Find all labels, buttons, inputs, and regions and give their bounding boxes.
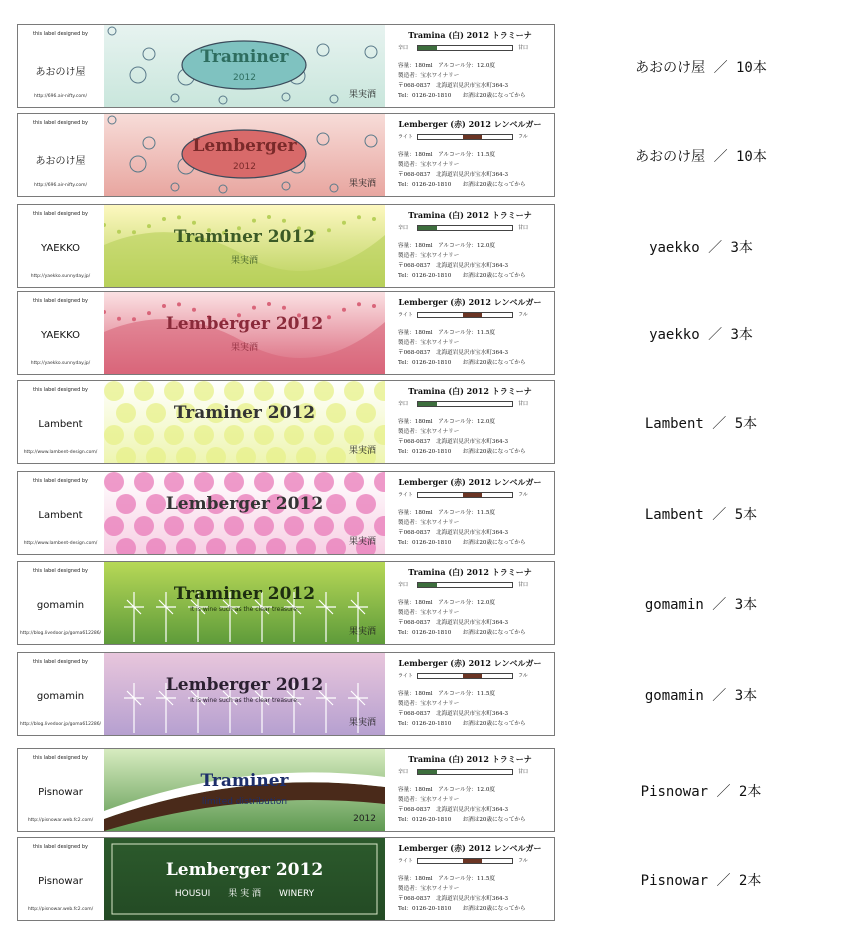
label-artwork <box>104 749 385 831</box>
designer-caption: this label designed by <box>33 659 88 665</box>
scale-bar <box>417 858 513 864</box>
scale-right-label: 甘口 <box>518 45 529 51</box>
designer-logo: gomamin <box>36 691 85 702</box>
art-badge: 果実酒 <box>348 537 376 547</box>
scale-left-label: 辛口 <box>398 582 409 588</box>
wine-title: Lemberger (赤) 2012 レンベルガー <box>398 843 542 853</box>
quantity-label: gomamin ／ 3本 <box>644 688 758 704</box>
wine-tel: Tel：0126-20-1810 お酒は20歳になってから <box>398 906 526 912</box>
wine-address: 〒068-0837 北海道岩見沢市宝水町364-3 <box>398 439 509 445</box>
wine-maker: 製造者：宝水ワイナリー <box>398 520 460 526</box>
wine-label <box>17 113 555 197</box>
designer-url[interactable]: http://696.air-nifty.com/ <box>34 94 87 99</box>
art-title: Lemberger 2012 <box>165 314 324 334</box>
wine-address: 〒068-0837 北海道岩見沢市宝水町364-3 <box>398 350 509 356</box>
scale-bar <box>417 673 513 679</box>
wine-address: 〒068-0837 北海道岩見沢市宝水町364-3 <box>398 172 509 178</box>
taste-scale <box>398 224 548 233</box>
designer-logo: あおのけ屋 <box>35 156 86 167</box>
scale-right-label: フル <box>518 134 528 140</box>
designer-panel <box>18 749 103 831</box>
art-badge <box>373 366 379 368</box>
taste-scale <box>398 44 548 53</box>
quantity-label: gomamin ／ 3本 <box>644 597 758 613</box>
wine-info <box>386 562 554 644</box>
quantity-label: yaekko ／ 3本 <box>649 240 753 256</box>
scale-fill <box>463 674 482 678</box>
designer-url[interactable]: http://www.lambent-design.com/ <box>23 450 98 455</box>
wine-label <box>17 24 555 108</box>
wine-maker: 製造者：宝水ワイナリー <box>398 797 460 803</box>
wine-spec: 容量：180ml アルコール分：12.0度 <box>398 243 496 249</box>
art-subtitle: 2012 <box>233 162 256 172</box>
wine-label <box>17 561 555 645</box>
wine-label <box>17 748 555 832</box>
wine-maker: 製造者：宝水ワイナリー <box>398 73 460 79</box>
wine-address: 〒068-0837 北海道岩見沢市宝水町364-3 <box>398 620 509 626</box>
taste-scale <box>398 491 548 500</box>
designer-logo: Pisnowar <box>38 787 83 798</box>
taste-scale <box>398 672 548 681</box>
designer-url[interactable]: http://yaekko.sunnyday.jp/ <box>30 361 91 366</box>
quantity-label: あおのけ屋 ／ 10本 <box>635 60 767 76</box>
wine-info <box>386 749 554 831</box>
designer-logo: Lambent <box>38 419 83 430</box>
wine-label <box>17 652 555 736</box>
wine-tel: Tel：0126-20-1810 お酒は20歳になってから <box>398 273 526 279</box>
designer-panel <box>18 292 103 374</box>
wine-title: Tramina (白) 2012 トラミーナ <box>408 386 532 396</box>
art-badge: 果実酒 <box>348 90 376 100</box>
scale-right-label: フル <box>518 673 528 679</box>
designer-panel <box>18 653 103 735</box>
art-subtitle: 2012 <box>233 73 256 83</box>
scale-bar <box>417 312 513 318</box>
art-title: Traminer 2012 <box>173 584 316 604</box>
scale-left-label: ライト <box>398 858 413 864</box>
art-badge <box>373 912 379 914</box>
wine-info <box>386 381 554 463</box>
wine-maker: 製造者：宝水ワイナリー <box>398 429 460 435</box>
scale-right-label: フル <box>518 858 528 864</box>
taste-scale <box>398 311 548 320</box>
art-title: Lemberger 2012 <box>165 675 324 695</box>
designer-logo: Lambent <box>38 510 83 521</box>
scale-fill <box>418 770 437 774</box>
wine-spec: 容量：180ml アルコール分：11.5度 <box>398 876 496 882</box>
label-artwork <box>104 381 385 463</box>
art-title: Traminer <box>200 47 289 67</box>
designer-caption: this label designed by <box>33 387 88 393</box>
wine-label <box>17 204 555 288</box>
designer-logo: YAEKKO <box>41 330 80 341</box>
art-subtitle: 果実酒 <box>230 256 258 266</box>
designer-caption: this label designed by <box>33 298 88 304</box>
designer-url[interactable]: http://blog.livedoor.jp/goma612286/ <box>19 722 102 727</box>
designer-logo: Pisnowar <box>38 876 83 887</box>
wine-label <box>17 837 555 921</box>
scale-left-label: ライト <box>398 312 413 318</box>
designer-logo: あおのけ屋 <box>35 67 86 78</box>
taste-scale <box>398 133 548 142</box>
taste-scale <box>398 857 548 866</box>
designer-url[interactable]: http://blog.livedoor.jp/goma612286/ <box>19 631 102 636</box>
wine-spec: 容量：180ml アルコール分：11.5度 <box>398 330 496 336</box>
scale-left-label: ライト <box>398 134 413 140</box>
art-badge: 2012 <box>353 814 376 824</box>
wine-info <box>386 205 554 287</box>
wine-spec: 容量：180ml アルコール分：11.5度 <box>398 691 496 697</box>
designer-caption: this label designed by <box>33 211 88 217</box>
art-title: Traminer 2012 <box>173 227 316 247</box>
wine-maker: 製造者：宝水ワイナリー <box>398 162 460 168</box>
wine-spec: 容量：180ml アルコール分：12.0度 <box>398 787 496 793</box>
art-badge: 果実酒 <box>348 446 376 456</box>
scale-left-label: 辛口 <box>398 401 409 407</box>
designer-panel <box>18 25 103 107</box>
art-subtitle: limited distribution <box>201 797 288 807</box>
designer-url[interactable]: http://yaekko.sunnyday.jp/ <box>30 274 91 279</box>
art-subtitle: It is wine such as the clear treasure. <box>190 606 299 613</box>
designer-caption: this label designed by <box>33 568 88 574</box>
scale-right-label: 甘口 <box>518 225 529 231</box>
wine-maker: 製造者：宝水ワイナリー <box>398 340 460 346</box>
art-subtitle: 果実酒 <box>230 343 258 353</box>
wine-tel: Tel：0126-20-1810 お酒は20歳になってから <box>398 540 526 546</box>
wine-title: Tramina (白) 2012 トラミーナ <box>408 30 532 40</box>
scale-bar <box>417 134 513 140</box>
wine-maker: 製造者：宝水ワイナリー <box>398 253 460 259</box>
wine-label <box>17 291 555 375</box>
scale-fill <box>463 313 482 317</box>
wine-address: 〒068-0837 北海道岩見沢市宝水町364-3 <box>398 711 509 717</box>
scale-right-label: 甘口 <box>518 582 529 588</box>
wine-address: 〒068-0837 北海道岩見沢市宝水町364-3 <box>398 896 509 902</box>
designer-panel <box>18 562 103 644</box>
wine-address: 〒068-0837 北海道岩見沢市宝水町364-3 <box>398 83 509 89</box>
wine-tel: Tel：0126-20-1810 お酒は20歳になってから <box>398 360 526 366</box>
wine-spec: 容量：180ml アルコール分：11.5度 <box>398 152 496 158</box>
art-title: Lemberger 2012 <box>165 494 324 514</box>
wine-info <box>386 838 554 920</box>
wine-address: 〒068-0837 北海道岩見沢市宝水町364-3 <box>398 807 509 813</box>
wine-label <box>17 471 555 555</box>
art-title: Traminer 2012 <box>173 403 316 423</box>
wine-spec: 容量：180ml アルコール分：11.5度 <box>398 510 496 516</box>
label-artwork <box>104 653 385 735</box>
art-title: Traminer <box>200 771 289 791</box>
wine-info <box>386 114 554 196</box>
scale-left-label: 辛口 <box>398 45 409 51</box>
label-artwork <box>104 472 385 554</box>
designer-caption: this label designed by <box>33 844 88 850</box>
scale-fill <box>418 402 437 406</box>
designer-url[interactable]: http://696.air-nifty.com/ <box>34 183 87 188</box>
wine-tel: Tel：0126-20-1810 お酒は20歳になってから <box>398 182 526 188</box>
scale-right-label: フル <box>518 492 528 498</box>
scale-left-label: ライト <box>398 673 413 679</box>
wine-address: 〒068-0837 北海道岩見沢市宝水町364-3 <box>398 530 509 536</box>
designer-logo: YAEKKO <box>41 243 80 254</box>
quantity-label: Pisnowar ／ 2本 <box>640 784 762 800</box>
designer-caption: this label designed by <box>33 478 88 484</box>
wine-info <box>386 25 554 107</box>
scale-fill <box>418 46 437 50</box>
wine-tel: Tel：0126-20-1810 お酒は20歳になってから <box>398 721 526 727</box>
scale-bar <box>417 492 513 498</box>
wine-title: Lemberger (赤) 2012 レンベルガー <box>398 119 542 129</box>
wine-address: 〒068-0837 北海道岩見沢市宝水町364-3 <box>398 263 509 269</box>
art-title: Lemberger 2012 <box>165 860 324 880</box>
scale-right-label: 甘口 <box>518 769 529 775</box>
designer-caption: this label designed by <box>33 120 88 126</box>
designer-caption: this label designed by <box>33 755 88 761</box>
label-artwork <box>104 114 385 196</box>
taste-scale <box>398 581 548 590</box>
quantity-label: Lambent ／ 5本 <box>644 507 758 523</box>
label-artwork <box>104 292 385 374</box>
scale-fill <box>463 859 482 863</box>
scale-right-label: フル <box>518 312 528 318</box>
taste-scale <box>398 400 548 409</box>
designer-panel <box>18 114 103 196</box>
wine-title: Lemberger (赤) 2012 レンベルガー <box>398 658 542 668</box>
designer-url[interactable]: http://www.lambent-design.com/ <box>23 541 98 546</box>
wine-spec: 容量：180ml アルコール分：12.0度 <box>398 419 496 425</box>
quantity-label: あおのけ屋 ／ 10本 <box>635 149 767 165</box>
wine-label <box>17 380 555 464</box>
scale-bar <box>417 582 513 588</box>
scale-bar <box>417 401 513 407</box>
art-badge: 果実酒 <box>348 179 376 189</box>
label-artwork <box>104 562 385 644</box>
designer-url[interactable]: http://pisnowar.web.fc2.com/ <box>27 907 94 912</box>
wine-title: Tramina (白) 2012 トラミーナ <box>408 754 532 764</box>
designer-caption: this label designed by <box>33 31 88 37</box>
scale-right-label: 甘口 <box>518 401 529 407</box>
scale-bar <box>417 225 513 231</box>
designer-panel <box>18 472 103 554</box>
art-subtitle: HOUSUI 果 実 酒 WINERY <box>174 889 315 899</box>
scale-fill <box>463 493 482 497</box>
wine-maker: 製造者：宝水ワイナリー <box>398 610 460 616</box>
wine-info <box>386 472 554 554</box>
wine-title: Tramina (白) 2012 トラミーナ <box>408 210 532 220</box>
label-artwork <box>104 205 385 287</box>
scale-left-label: 辛口 <box>398 769 409 775</box>
art-subtitle: It is wine such as the clear treasure. <box>190 697 299 704</box>
wine-title: Lemberger (赤) 2012 レンベルガー <box>398 297 542 307</box>
art-badge: 果実酒 <box>348 627 376 637</box>
art-title: Lemberger <box>192 136 297 156</box>
taste-scale <box>398 768 548 777</box>
designer-logo: gomamin <box>36 600 85 611</box>
wine-info <box>386 292 554 374</box>
quantity-label: yaekko ／ 3本 <box>649 327 753 343</box>
wine-spec: 容量：180ml アルコール分：12.0度 <box>398 63 496 69</box>
wine-tel: Tel：0126-20-1810 お酒は20歳になってから <box>398 630 526 636</box>
label-artwork <box>104 25 385 107</box>
wine-maker: 製造者：宝水ワイナリー <box>398 701 460 707</box>
wine-maker: 製造者：宝水ワイナリー <box>398 886 460 892</box>
designer-panel <box>18 205 103 287</box>
wine-spec: 容量：180ml アルコール分：12.0度 <box>398 600 496 606</box>
wine-title: Lemberger (赤) 2012 レンベルガー <box>398 477 542 487</box>
scale-bar <box>417 45 513 51</box>
scale-fill <box>463 135 482 139</box>
scale-left-label: ライト <box>398 492 413 498</box>
wine-tel: Tel：0126-20-1810 お酒は20歳になってから <box>398 817 526 823</box>
wine-info <box>386 653 554 735</box>
quantity-label: Lambent ／ 5本 <box>644 416 758 432</box>
wine-tel: Tel：0126-20-1810 お酒は20歳になってから <box>398 93 526 99</box>
scale-fill <box>418 583 437 587</box>
scale-left-label: 辛口 <box>398 225 409 231</box>
designer-url[interactable]: http://pisnowar.web.fc2.com/ <box>27 818 94 823</box>
scale-bar <box>417 769 513 775</box>
art-badge <box>373 279 379 281</box>
quantity-label: Pisnowar ／ 2本 <box>640 873 762 889</box>
art-badge: 果実酒 <box>348 718 376 728</box>
designer-panel <box>18 381 103 463</box>
wine-title: Tramina (白) 2012 トラミーナ <box>408 567 532 577</box>
scale-fill <box>418 226 437 230</box>
wine-tel: Tel：0126-20-1810 お酒は20歳になってから <box>398 449 526 455</box>
label-artwork <box>104 838 385 920</box>
designer-panel <box>18 838 103 920</box>
